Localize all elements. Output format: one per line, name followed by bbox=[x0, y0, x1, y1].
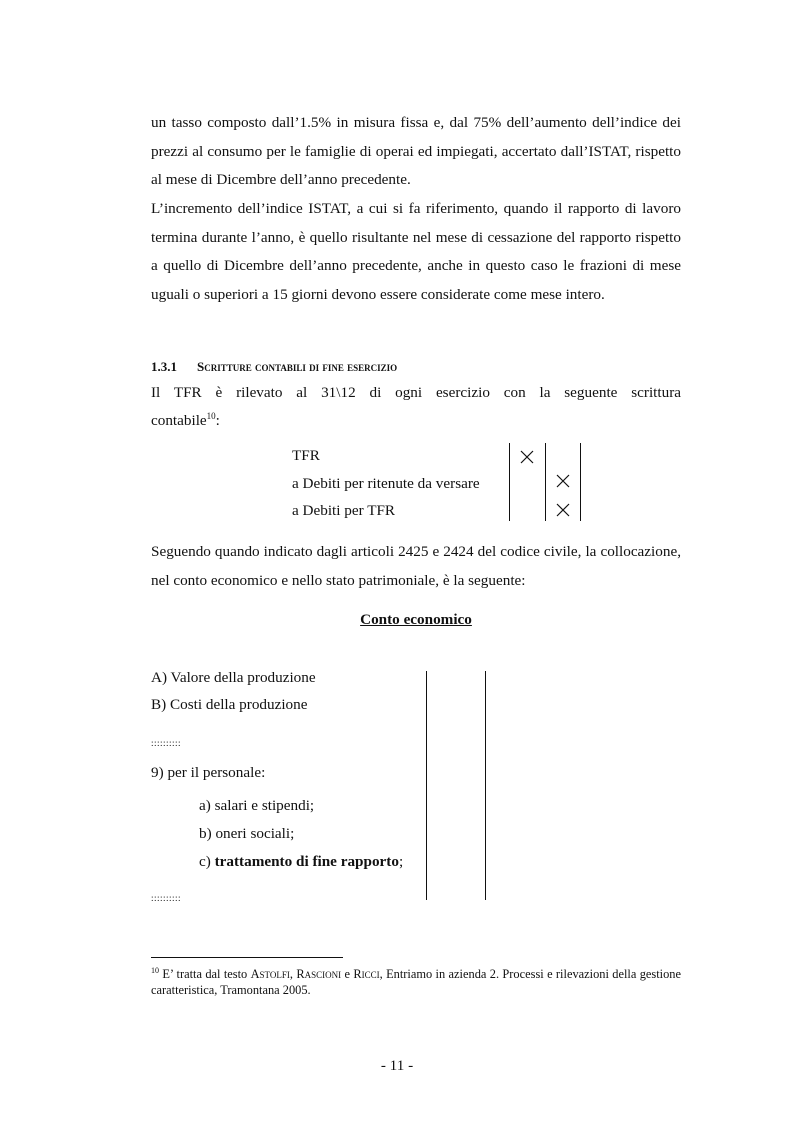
income-item-b: B) Costi della produzione bbox=[151, 696, 308, 713]
intro-word: contabile bbox=[151, 412, 207, 430]
section-heading bbox=[151, 359, 397, 375]
body-paragraph-1: un tasso composto dall’1.5% in misura fissa e, dal 75% dell’aumento dell’indice dei prezzi al consumo per le famiglie di operai ed impiegati, accertato dall’ISTAT, rispetto al mese di Dicembre dell’anno precedente. bbox=[151, 114, 681, 189]
footnote-rule bbox=[151, 957, 343, 958]
ellipsis-dots: :::::::::: bbox=[151, 893, 182, 903]
journal-line-credit-2: a Debiti per TFR bbox=[292, 502, 396, 519]
income-item-a: A) Valore della produzione bbox=[151, 669, 316, 686]
income-sub-a: a) salari e stipendi; bbox=[199, 797, 315, 814]
income-statement-title: Conto economico bbox=[360, 611, 472, 628]
section-number: 1.3.1 bbox=[151, 359, 177, 374]
intro-line-2 bbox=[151, 411, 681, 430]
journal-line-credit-1: a Debiti per ritenute da versare bbox=[292, 475, 480, 492]
footnote: $^{10}$ E’ tratta dal testo Astolfi, Rascioni e Ricci, Entriamo in azienda 2. Processi e rilevazioni della gestione caratteristica, Tramontana 2005. bbox=[151, 966, 682, 998]
journal-column-divider bbox=[545, 443, 546, 521]
income-item-9: 9) per il personale: bbox=[151, 764, 266, 781]
income-column-divider bbox=[485, 671, 486, 900]
income-sub-b: b) oneri sociali; bbox=[199, 825, 295, 842]
journal-column-divider bbox=[580, 443, 581, 521]
page-number: - 11 - bbox=[380, 1057, 414, 1074]
income-column-divider bbox=[426, 671, 427, 900]
tfr-bold: trattamento di fine rapporto bbox=[214, 853, 399, 870]
footnote-ref: 10 bbox=[206, 411, 216, 421]
journal-line-debit: TFR bbox=[292, 447, 320, 464]
ellipsis-dots: :::::::::: bbox=[151, 738, 182, 748]
debit-mark-icon bbox=[520, 450, 534, 464]
intro-colon: : bbox=[215, 412, 220, 430]
body-paragraph-2: L’incremento dell’indice ISTAT, a cui si fa riferimento, quando il rapporto di lavoro termina durante l’anno, è quello risultante nel mese di cessazione del rapporto rispetto a quello di Dicembre dell’anno precedente, anche in questo caso le frazioni di mese uguali o superiori a 15 giorni devono essere considerate come mese intero. bbox=[151, 200, 681, 303]
body-paragraph-3: Seguendo quando indicato dagli articoli 2425 e 2424 del codice civile, la collocazione, nel conto economico e nello stato patrimoniale, è la seguente: bbox=[151, 543, 681, 589]
section-title: Scritture contabili di fine esercizio bbox=[197, 359, 398, 374]
credit-mark-icon bbox=[556, 503, 570, 517]
income-sub-c: c) trattamento di fine rapporto; bbox=[199, 853, 404, 870]
credit-mark-icon bbox=[556, 474, 570, 488]
journal-column-divider bbox=[509, 443, 510, 521]
intro-line-1: Il TFR è rilevato al 31\12 di ogni esercizio con la seguente scrittura bbox=[151, 384, 681, 401]
